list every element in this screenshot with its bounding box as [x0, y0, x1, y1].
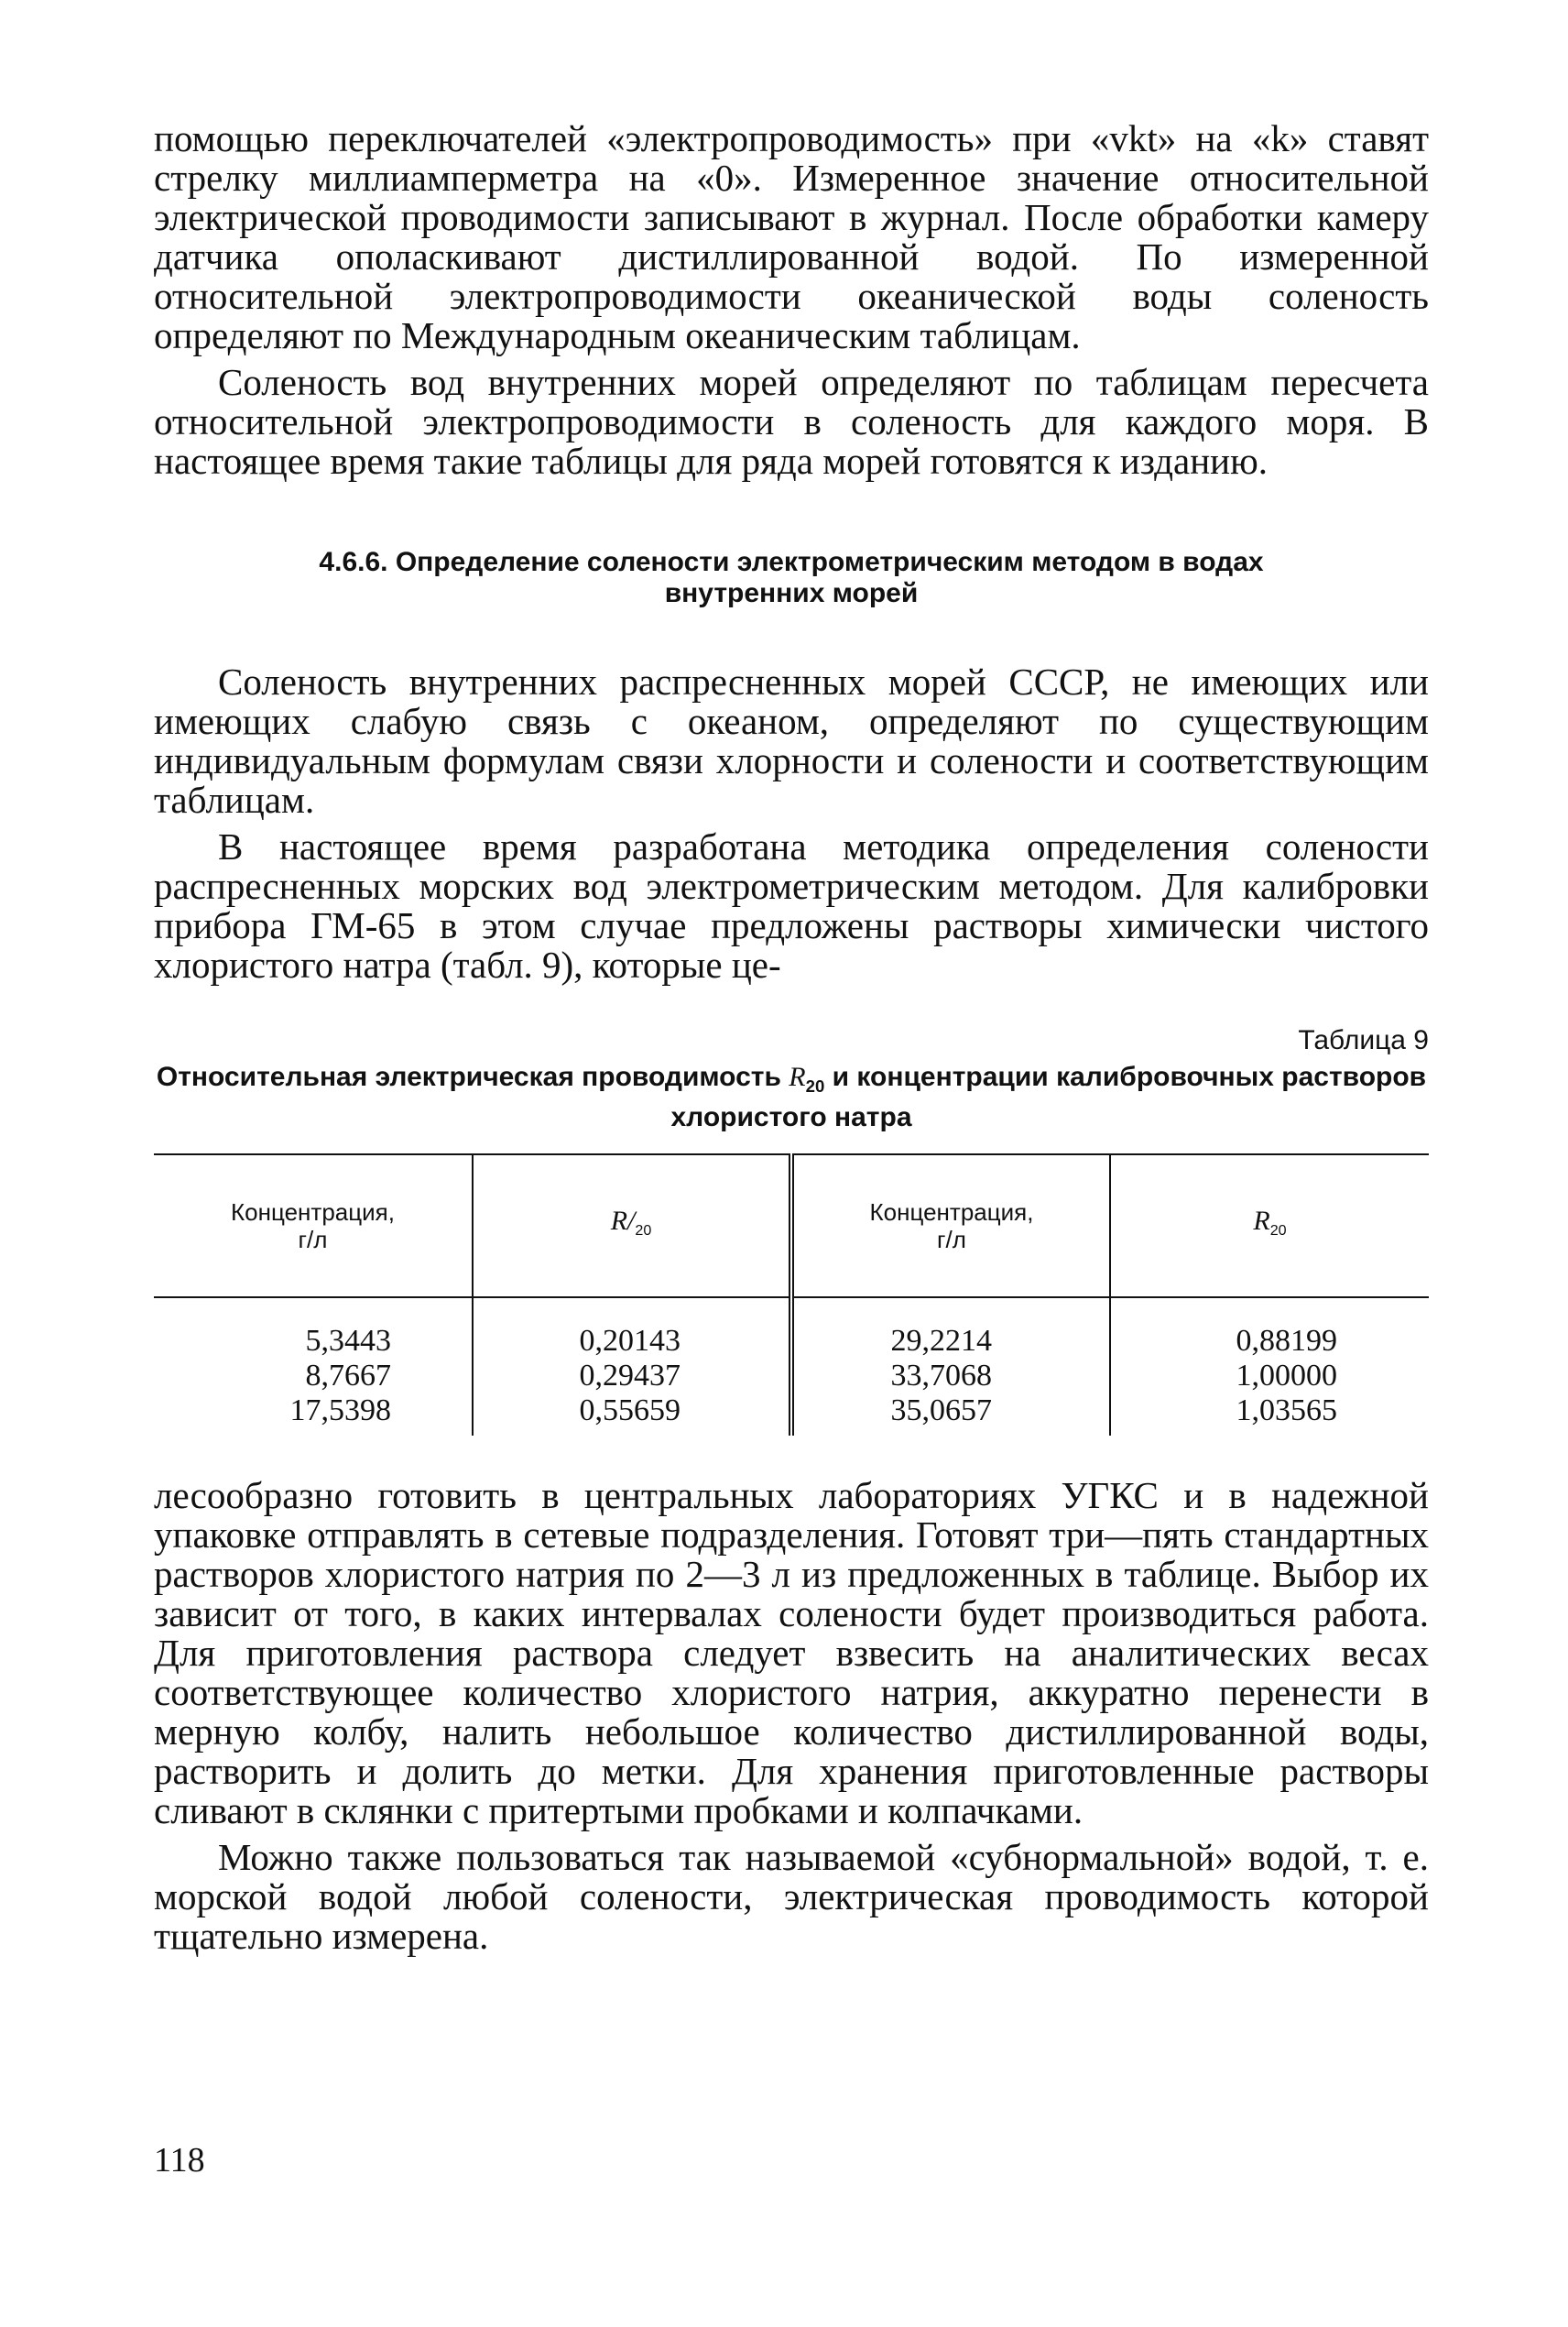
- table-cell: 29,2214: [890, 1324, 992, 1358]
- header-r20-1: [473, 1154, 791, 1297]
- table-caption-subscript: 20: [805, 1076, 825, 1096]
- table-cell: 33,7068: [890, 1359, 992, 1393]
- paragraph-5: лесообразно готовить в центральных лабораториях УГКС и в надежной упаковке отправлять в сетевые подразделения. Готовят три—пять стандартных растворов хлористого натрия по 2—3 л из предложенных в таблице. Выбор их зависит от того, в каких интервалах солености будет производиться работа. Для приготовления раствора следует взвесить на аналитических весах соответствующее количество хлористого натрия, аккуратно перенести в мерную колбу, налить небольшое количество дистиллированной воды, растворить и долить до метки. Для хранения приготовленные растворы сливают в склянки с притертыми пробками и колпачками.: [154, 1474, 1429, 1831]
- header-concentration-2-line2: г/л: [937, 1226, 966, 1253]
- header-r20-2: [1110, 1154, 1429, 1297]
- paragraph-3: Соленость внутренних распресненных морей СССР, не имеющих или имеющих слабую связь с океаном, определяют по существующим индивидуальным формулам связи хлорности и солености и соответствующим таблицам.: [154, 661, 1429, 821]
- table-cell: 35,0657: [890, 1393, 992, 1427]
- table-cell: 1,00000: [1236, 1359, 1337, 1393]
- header-r20-2-sub: 20: [1269, 1222, 1287, 1240]
- header-r20-2-symbol: R: [1253, 1205, 1270, 1236]
- table-body-row: [154, 1297, 1429, 1436]
- page-body: [154, 119, 1429, 1956]
- table-header-row: [154, 1154, 1429, 1297]
- paragraph-4: В настоящее время разработана методика определения солености распресненных морских вод электрометрическим методом. Для калибровки прибора ГМ-65 в этом случае предложены растворы химически чистого хлористого натра (табл. 9), которые це-: [154, 825, 1429, 986]
- header-concentration-1: [154, 1154, 473, 1297]
- table-cell: 1,03565: [1236, 1393, 1337, 1427]
- section-heading: 4.6.6. Определение солености электрометрическим методом в водах внутренних морей: [319, 547, 1264, 608]
- table-caption: [154, 1062, 1429, 1133]
- column-concentration-1: [154, 1297, 473, 1436]
- header-concentration-1-line2: г/л: [298, 1226, 328, 1253]
- paragraph-6: Можно также пользоваться так называемой «субнормальной» водой, т. е. морской водой любой солености, электрическая проводимость которой тщательно измерена.: [154, 1836, 1429, 1957]
- table-cell: 8,7667: [305, 1359, 391, 1393]
- column-r20-2: [1110, 1297, 1429, 1436]
- paragraph-2: Соленость вод внутренних морей определяют по таблицам пересчета относительной электропроводимости в соленость для каждого моря. В настоящее время такие таблицы для ряда морей готовятся к изданию.: [154, 361, 1429, 482]
- table-cell: 5,3443: [305, 1324, 391, 1358]
- table-caption-symbol: R: [789, 1062, 806, 1092]
- table-cell: 0,29437: [579, 1359, 681, 1393]
- table-cell: 0,88199: [1236, 1324, 1337, 1358]
- header-concentration-2-line1: Концентрация,: [869, 1198, 1034, 1226]
- table-caption-text-1: Относительная электрическая проводимость: [156, 1062, 789, 1092]
- table-label: Таблица 9: [1298, 1025, 1429, 1055]
- table-cell: 17,5398: [289, 1393, 391, 1427]
- table-caption-text-2: и концентрации калибровочных растворов хлористого натра: [670, 1062, 1427, 1132]
- paragraph-1: помощью переключателей «электропроводимость» при «vkt» на «k» ставят стрелку миллиамперметра на «0». Измеренное значение относительной электрической проводимости записывают в журнал. После обработки камеру датчика ополаскивают дистиллированной водой. По измеренной относительной электропроводимости океанической воды соленость определяют по Международным океаническим таблицам.: [154, 117, 1429, 356]
- page-number: 118: [154, 2141, 205, 2180]
- header-concentration-2: [791, 1154, 1110, 1297]
- table-cell: 0,55659: [579, 1393, 681, 1427]
- column-concentration-2: [791, 1297, 1110, 1436]
- header-concentration-1-line1: Концентрация,: [231, 1198, 395, 1226]
- calibration-table: [154, 1153, 1429, 1436]
- header-r20-1-symbol: R/: [610, 1205, 636, 1236]
- header-r20-1-sub: 20: [635, 1222, 652, 1240]
- column-r20-1: [473, 1297, 791, 1436]
- table-cell: 0,20143: [579, 1324, 681, 1358]
